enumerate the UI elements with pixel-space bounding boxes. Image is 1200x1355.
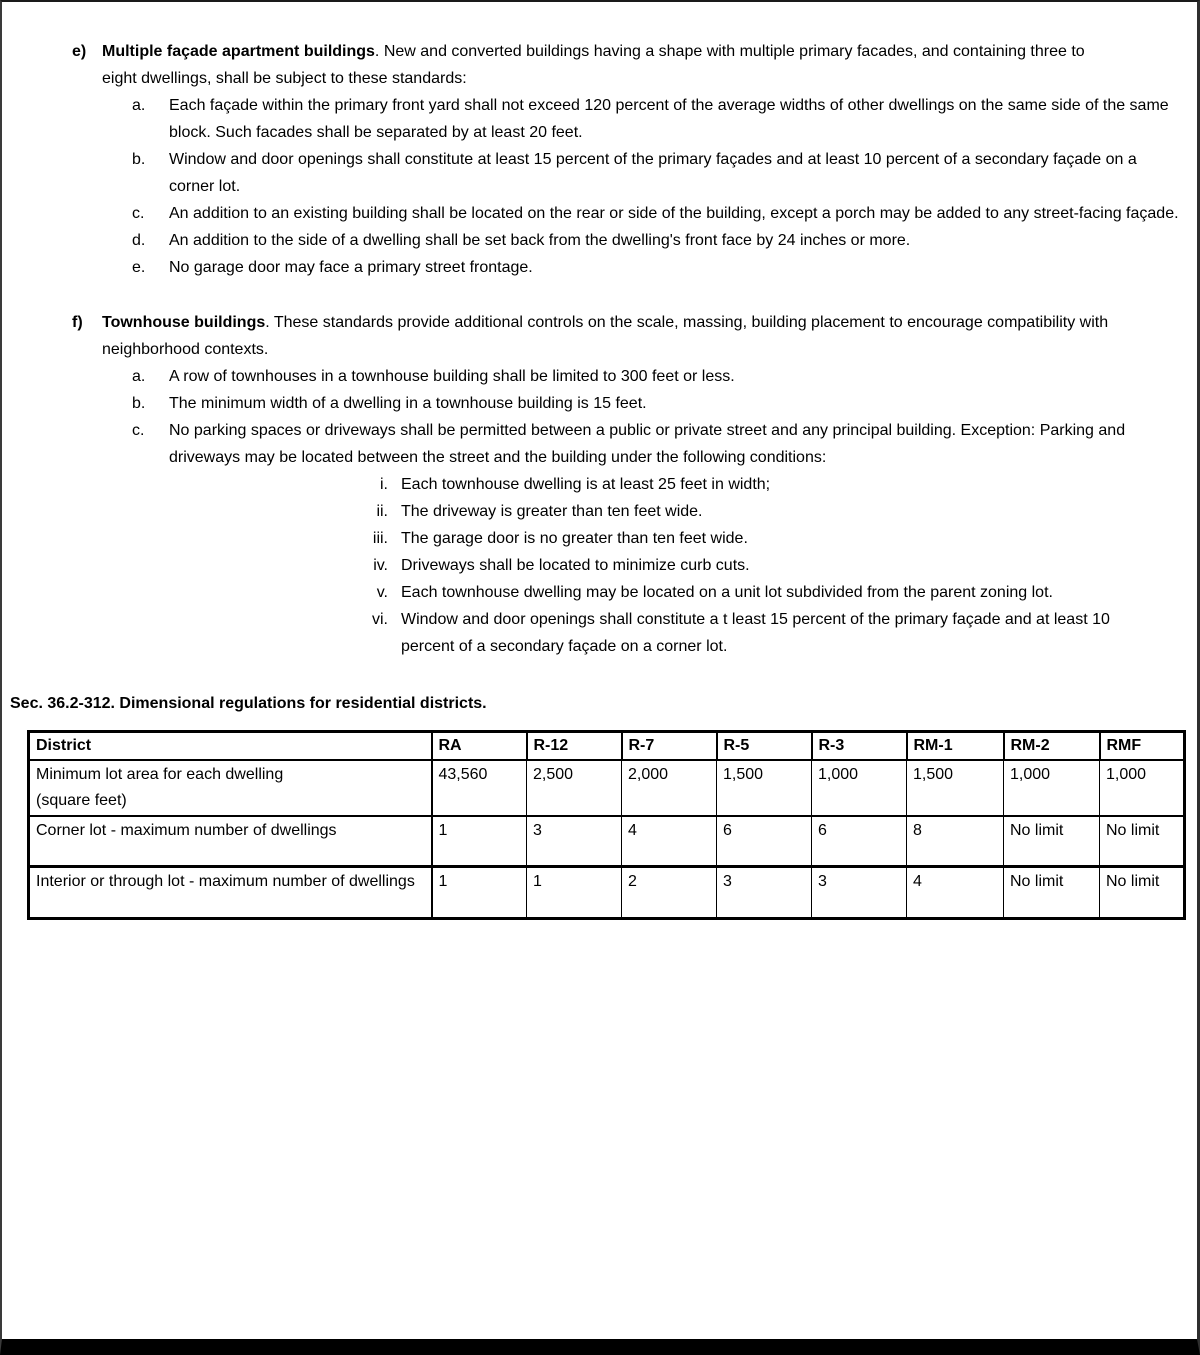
document-content: [2, 38, 1197, 920]
sub-item-marker: a.: [132, 97, 146, 114]
sub-item-text: Each façade within the primary front yard shall not exceed 120 percent of the average widths of other dwellings on the same side of the same block. Such facades shall be separated by at least 20 feet.: [169, 97, 1169, 141]
list-item-lead: Multiple façade apartment buildings: [102, 43, 375, 60]
roman-item-v: [358, 579, 1197, 606]
table-cell: 43,560: [432, 760, 527, 816]
sub-item-f-c: [132, 417, 1197, 471]
list-item-marker: e): [72, 43, 87, 60]
list-item-body: [102, 38, 1122, 92]
sub-item-marker: a.: [132, 368, 146, 385]
table-cell: 6: [717, 816, 812, 866]
list-item-text: . New and converted buildings having a shape with multiple primary facades, and containing three to eight dwellings, shall be subject to these standards:: [102, 43, 1085, 87]
table-header-cell-r5: R-5: [717, 732, 812, 761]
table-header-cell-r12: R-12: [527, 732, 622, 761]
table-cell: 3: [812, 866, 907, 918]
table-cell: No limit: [1004, 866, 1100, 918]
roman-item-marker: ii.: [376, 503, 388, 520]
sub-item-e-b: [132, 146, 1197, 200]
table-cell: 1,500: [907, 760, 1004, 816]
table-cell: 4: [622, 816, 717, 866]
table-cell: No limit: [1004, 816, 1100, 866]
sub-item-marker: e.: [132, 259, 146, 276]
row-label: Minimum lot area for each dwelling: [36, 766, 284, 783]
roman-item-ii: [358, 498, 1197, 525]
sub-item-text: Window and door openings shall constitute at least 15 percent of the primary façades and at least 10 percent of a secondary façade on a corner lot.: [169, 151, 1137, 195]
roman-item-vi: [358, 606, 1197, 660]
table-header-row: [29, 732, 1185, 761]
sub-item-text: A row of townhouses in a townhouse building shall be limited to 300 feet or less.: [169, 368, 735, 385]
table-cell: 4: [907, 866, 1004, 918]
sub-item-f-a: [132, 363, 1197, 390]
sub-item-text: An addition to the side of a dwelling shall be set back from the dwelling's front face by 24 inches or more.: [169, 232, 911, 249]
roman-item-marker: iv.: [373, 557, 388, 574]
roman-item-iii: [358, 525, 1197, 552]
row-label-cell: [29, 760, 432, 816]
roman-item-text: Driveways shall be located to minimize curb cuts.: [401, 557, 750, 574]
table-cell: 1,000: [1004, 760, 1100, 816]
table-cell: 1: [527, 866, 622, 918]
table-row-corner-lot: [29, 816, 1185, 866]
list-item-e: [72, 38, 1197, 92]
roman-item-text: The garage door is no greater than ten feet wide.: [401, 530, 748, 547]
sub-item-marker: c.: [132, 205, 145, 222]
table-header-cell-ra: RA: [432, 732, 527, 761]
sub-item-text: No parking spaces or driveways shall be permitted between a public or private street and any principal building. Exception: Parking and driveways may be located between the street and the building under the following conditions:: [169, 422, 1126, 466]
table-header-cell-r3: R-3: [812, 732, 907, 761]
sub-item-marker: b.: [132, 151, 146, 168]
sub-item-marker: b.: [132, 395, 146, 412]
list-item-body: [102, 309, 1122, 363]
roman-item-text: The driveway is greater than ten feet wide.: [401, 503, 703, 520]
roman-item-marker: vi.: [372, 611, 388, 628]
table-cell: 1,500: [717, 760, 812, 816]
sub-item-e-e: [132, 254, 1197, 281]
row-label: Corner lot - maximum number of dwellings: [36, 822, 337, 839]
table-cell: 3: [527, 816, 622, 866]
roman-item-marker: i.: [380, 476, 388, 493]
roman-item-text: Window and door openings shall constitute a t least 15 percent of the primary façade and at least 10 percent of a secondary façade on a corner lot.: [401, 611, 1110, 655]
list-item-text: . These standards provide additional controls on the scale, massing, building placement to encourage compatibility with neighborhood contexts.: [102, 314, 1109, 358]
row-label-line2: (square feet): [36, 792, 127, 809]
table-cell: 8: [907, 816, 1004, 866]
row-label-cell: [29, 816, 432, 866]
roman-item-marker: v.: [376, 584, 388, 601]
sub-item-f-b: [132, 390, 1197, 417]
table-header-cell-rmf: RMF: [1100, 732, 1185, 761]
sub-item-marker: d.: [132, 232, 146, 249]
roman-item-iv: [358, 552, 1197, 579]
table-header-cell-rm2: RM-2: [1004, 732, 1100, 761]
table-row-min-lot-area: [29, 760, 1185, 816]
roman-item-text: Each townhouse dwelling is at least 25 feet in width;: [401, 476, 771, 493]
section-heading: Sec. 36.2-312. Dimensional regulations for residential districts.: [10, 695, 487, 712]
sub-item-text: The minimum width of a dwelling in a townhouse building is 15 feet.: [169, 395, 647, 412]
roman-item-text: Each townhouse dwelling may be located on a unit lot subdivided from the parent zoning lot.: [401, 584, 1053, 601]
sub-item-text: No garage door may face a primary street frontage.: [169, 259, 533, 276]
regulations-table: [27, 730, 1186, 920]
table-cell: No limit: [1100, 866, 1185, 918]
table-cell: 1: [432, 866, 527, 918]
sub-item-marker: c.: [132, 422, 145, 439]
roman-item-i: [358, 471, 1197, 498]
table-cell: No limit: [1100, 816, 1185, 866]
table-cell: 2: [622, 866, 717, 918]
table-cell: 1,000: [1100, 760, 1185, 816]
list-item-lead: Townhouse buildings: [102, 314, 266, 331]
table-cell: 6: [812, 816, 907, 866]
sub-item-e-d: [132, 227, 1197, 254]
table-cell: 1: [432, 816, 527, 866]
roman-item-marker: iii.: [372, 530, 388, 547]
sub-item-e-c: [132, 200, 1197, 227]
table-row-interior-lot: [29, 866, 1185, 918]
table-header-cell-r7: R-7: [622, 732, 717, 761]
table-cell: 3: [717, 866, 812, 918]
list-item-marker: f): [72, 314, 83, 331]
table-cell: 2,500: [527, 760, 622, 816]
sub-item-text: An addition to an existing building shall be located on the rear or side of the building, except a porch may be added to any street-facing façade.: [169, 205, 1179, 222]
table-header-cell-rm1: RM-1: [907, 732, 1004, 761]
table-header-cell-district: District: [29, 732, 432, 761]
table-cell: 2,000: [622, 760, 717, 816]
row-label-cell: [29, 866, 432, 918]
sub-item-e-a: [132, 92, 1197, 146]
table-cell: 1,000: [812, 760, 907, 816]
row-label: Interior or through lot - maximum number of dwellings: [36, 872, 415, 890]
list-item-f: [72, 309, 1197, 363]
